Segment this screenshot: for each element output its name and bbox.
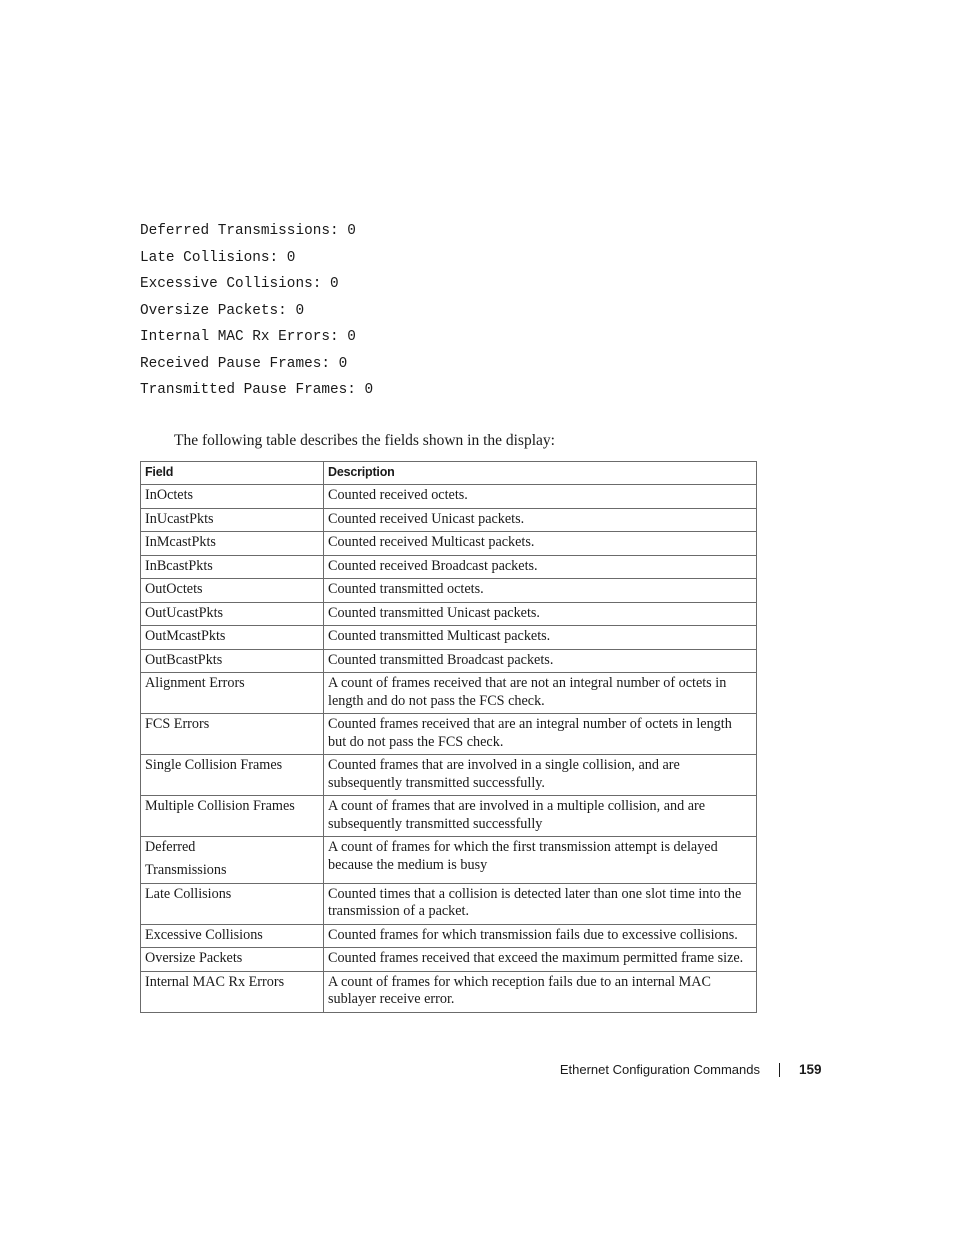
field-cell: Late Collisions (141, 883, 324, 924)
page-footer (0, 1060, 954, 1080)
field-cell: InBcastPkts (141, 555, 324, 579)
field-cell: InMcastPkts (141, 532, 324, 556)
description-cell: Counted transmitted Multicast packets. (324, 626, 757, 650)
code-line: Received Pause Frames: 0 (140, 355, 348, 372)
footer-section-title: Ethernet Configuration Commands (559, 1062, 760, 1077)
code-line: Deferred Transmissions: 0 (140, 223, 356, 239)
description-cell: Counted received octets. (324, 485, 757, 509)
description-cell: Counted times that a collision is detected later than one slot time into the transmission of a packet. (324, 883, 757, 924)
field-cell: OutBcastPkts (141, 649, 324, 673)
description-cell: Counted transmitted Broadcast packets. (324, 649, 757, 673)
field-cell: FCS Errors (141, 714, 324, 755)
field-description-table (140, 461, 757, 1013)
field-label-line2: Transmissions (145, 862, 227, 878)
table-row (141, 948, 757, 972)
field-cell: InUcastPkts (141, 508, 324, 532)
code-line: Transmitted Pause Frames: 0 (140, 382, 374, 398)
description-cell: A count of frames received that are not an integral number of octets in length and do not pass the FCS check. (324, 673, 757, 714)
code-line: Late Collisions: 0 (140, 249, 296, 266)
table-row (141, 508, 757, 532)
table-row (141, 602, 757, 626)
table-row (141, 555, 757, 579)
intro-paragraph: The following table describes the fields shown in the display: (174, 432, 555, 449)
field-cell: Alignment Errors (141, 673, 324, 714)
table-row (141, 673, 757, 714)
field-cell: Internal MAC Rx Errors (141, 971, 324, 1012)
table-row (141, 626, 757, 650)
description-cell: Counted received Broadcast packets. (324, 555, 757, 579)
description-cell: A count of frames for which reception fails due to an internal MAC sublayer receive error. (324, 971, 757, 1012)
description-cell: A count of frames for which the first transmission attempt is delayed because the medium is busy (324, 837, 757, 884)
field-label-line1: Deferred (145, 839, 196, 855)
description-cell: Counted transmitted octets. (324, 579, 757, 603)
table-row (141, 837, 757, 884)
field-cell: Single Collision Frames (141, 755, 324, 796)
page-number: 159 (799, 1062, 822, 1077)
table-row (141, 485, 757, 509)
table-header-row (141, 462, 757, 485)
table-row (141, 579, 757, 603)
code-line: Internal MAC Rx Errors: 0 (140, 329, 356, 345)
field-cell: OutOctets (141, 579, 324, 603)
field-cell: Excessive Collisions (141, 924, 324, 948)
description-cell: Counted transmitted Unicast packets. (324, 602, 757, 626)
field-cell: OutMcastPkts (141, 626, 324, 650)
description-cell: Counted frames for which transmission fails due to excessive collisions. (324, 924, 757, 948)
description-cell: Counted frames that are involved in a single collision, and are subsequently transmitted successfully. (324, 755, 757, 796)
column-header-field: Field (141, 462, 324, 485)
column-header-description: Description (324, 462, 757, 485)
table-row (141, 755, 757, 796)
field-cell (141, 837, 324, 884)
field-cell: Oversize Packets (141, 948, 324, 972)
description-cell: A count of frames that are involved in a multiple collision, and are subsequently transmitted successfully (324, 796, 757, 837)
description-cell: Counted received Unicast packets. (324, 508, 757, 532)
description-cell: Counted frames received that exceed the maximum permitted frame size. (324, 948, 757, 972)
field-cell: InOctets (141, 485, 324, 509)
table-row (141, 532, 757, 556)
footer-divider (779, 1063, 780, 1077)
table-row (141, 971, 757, 1012)
description-cell: Counted received Multicast packets. (324, 532, 757, 556)
code-line: Oversize Packets: 0 (140, 302, 305, 319)
table-row (141, 714, 757, 755)
field-cell: OutUcastPkts (141, 602, 324, 626)
description-cell: Counted frames received that are an integral number of octets in length but do not pass the FCS check. (324, 714, 757, 755)
table-row (141, 924, 757, 948)
table-row (141, 796, 757, 837)
code-line: Excessive Collisions: 0 (140, 276, 339, 292)
command-output-block (140, 218, 373, 404)
table-row (141, 883, 757, 924)
field-cell: Multiple Collision Frames (141, 796, 324, 837)
table-row (141, 649, 757, 673)
